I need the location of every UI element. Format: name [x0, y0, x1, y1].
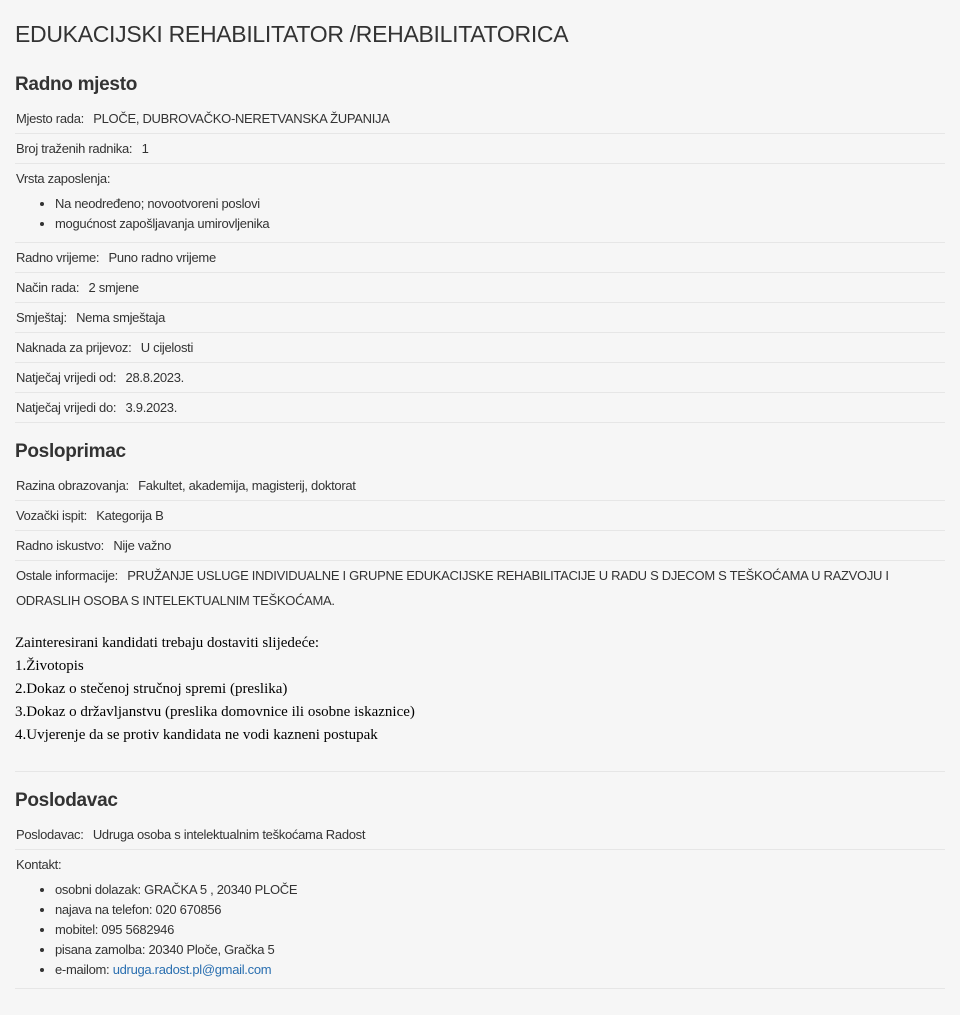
requirements-text [15, 614, 945, 772]
row-poslodavac [15, 820, 945, 850]
requirements-line: Zainteresirani kandidati trebaju dostaviti slijedeće: [15, 635, 320, 651]
field-label: Vrsta zaposlenja: [16, 171, 111, 186]
row-nacin-rada [15, 273, 945, 303]
row-ostale-informacije [15, 561, 945, 614]
row-obrazovanje [15, 471, 945, 501]
contact-list [16, 880, 945, 980]
field-value: Puno radno vrijeme [108, 250, 216, 265]
field-value: 3.9.2023. [125, 400, 178, 415]
field-label: Mjesto rada: [16, 111, 84, 126]
page-title: EDUKACIJSKI REHABILITATOR /REHABILITATORICA [15, 21, 569, 47]
row-vrijedi-do [15, 393, 945, 423]
row-smjestaj [15, 303, 945, 333]
section-heading: Radno mjesto [15, 74, 138, 95]
requirements-line: 2.Dokaz o stečenoj stručnoj spremi (preslika) [15, 681, 288, 697]
list-item: • osobni dolazak: GRAČKA 5 , 20340 PLOČE [55, 880, 945, 900]
list-item: • Na neodređeno; novootvoreni poslovi [55, 194, 945, 214]
section-posloprimac [15, 423, 945, 772]
requirements-line: 4.Uvjerenje da se protiv kandidata ne vodi kazneni postupak [15, 727, 378, 743]
row-kontakt [15, 850, 945, 989]
field-value: Nije važno [113, 538, 172, 553]
field-value: 28.8.2023. [125, 370, 184, 385]
field-label: Ostale informacije: [16, 568, 118, 583]
field-value: PRUŽANJE USLUGE INDIVIDUALNE I GRUPNE EDUKACIJSKE REHABILITACIJE U RADU S DJECOM S TEŠKOĆAMA U RAZVOJU I ODRASLIH OSOBA S INTELEKTUALNIM TEŠKOĆAMA. [16, 568, 889, 608]
field-label: Broj traženih radnika: [16, 141, 133, 156]
list-item: • najava na telefon: 020 670856 [55, 900, 945, 920]
field-label: Natječaj vrijedi do: [16, 400, 117, 415]
field-value: 2 smjene [88, 280, 139, 295]
field-label: Poslodavac: [16, 827, 84, 842]
list-item: • mogućnost zapošljavanja umirovljenika [55, 214, 945, 234]
field-label: Radno iskustvo: [16, 538, 104, 553]
list-item: • mobitel: 095 5682946 [55, 920, 945, 940]
section-poslodavac [15, 772, 945, 989]
field-label: Razina obrazovanja: [16, 478, 129, 493]
field-value: Udruga osoba s intelektualnim teškoćama Radost [92, 827, 366, 842]
field-value: PLOČE, DUBROVAČKO-NERETVANSKA ŽUPANIJA [93, 111, 390, 126]
requirements-line: 3.Dokaz o državljanstvu (preslika domovnice ili osobne iskaznice) [15, 704, 415, 720]
field-label: Naknada za prijevoz: [16, 340, 132, 355]
field-value: Kategorija B [96, 508, 164, 523]
field-value: Nema smještaja [76, 310, 166, 325]
field-label: Radno vrijeme: [16, 250, 100, 265]
row-vrsta-zaposlenja [15, 164, 945, 243]
row-iskustvo [15, 531, 945, 561]
row-mjesto-rada [15, 104, 945, 134]
field-value: Fakultet, akademija, magisterij, doktorat [138, 478, 356, 493]
requirements-line: 1.Životopis [15, 658, 84, 674]
field-value: 1 [141, 141, 149, 156]
field-label: Vozački ispit: [16, 508, 87, 523]
field-label: Način rada: [16, 280, 80, 295]
section-heading: Poslodavac [15, 790, 118, 811]
employment-type-list [16, 194, 945, 234]
field-value: U cijelosti [140, 340, 194, 355]
row-naknada [15, 333, 945, 363]
list-item [55, 960, 945, 980]
section-radno-mjesto [15, 66, 945, 423]
row-broj-radnika [15, 134, 945, 164]
field-label: Smještaj: [16, 310, 67, 325]
row-vozacki [15, 501, 945, 531]
field-label: Kontakt: [16, 857, 62, 872]
email-link[interactable]: udruga.radost.pl@gmail.com [112, 962, 272, 977]
field-label: Natječaj vrijedi od: [16, 370, 117, 385]
row-radno-vrijeme [15, 243, 945, 273]
list-item: • pisana zamolba: 20340 Ploče, Gračka 5 [55, 940, 945, 960]
email-prefix: e-mailom: [55, 962, 110, 977]
row-vrijedi-od [15, 363, 945, 393]
section-heading: Posloprimac [15, 441, 126, 462]
